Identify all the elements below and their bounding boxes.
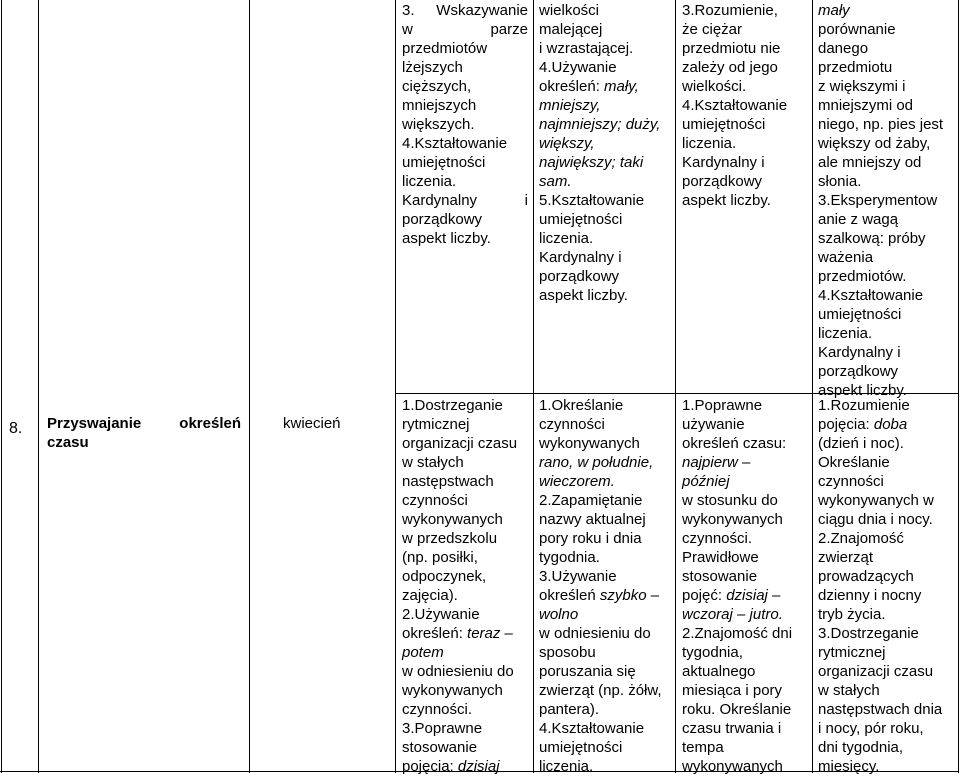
bottom-col2: 1.Określanie czynności wykonywanych rano, w południe, wieczorem. 2.Zapamiętanie nazwy aktualnej pory roku i dnia tygodnia. 3.Używanie określeń szybko – wolno w odniesieniu do sposobu poruszania się zwierząt (np. żółw, pantera). 4.Kształtowanie umiejętności liczenia. (539, 396, 671, 776)
text-line: 3. Wskazywanie (402, 2, 528, 19)
column-divider (38, 0, 39, 773)
column-divider (675, 0, 676, 773)
italic-word: mały (818, 2, 850, 19)
text-line: Kardynalny i (402, 192, 528, 209)
column-divider (533, 0, 534, 773)
topic-cell: Przyswajanie określeń czasu (47, 415, 241, 451)
table-border-left (1, 0, 2, 773)
row-number: 8. (9, 420, 23, 437)
table-border-right (958, 0, 959, 773)
top-col1: 3. Wskazywanie w parze przedmiotów lżejszych cięższych, mniejszych większych. 4.Kształtowanie umiejętności liczenia. Kardynalny i porządkowy aspekt liczby. (402, 2, 528, 247)
month-cell: kwiecień (283, 415, 341, 432)
text-line: w parze (402, 21, 528, 38)
top-col3: 3.Rozumienie, że ciężar przedmiotu nie zależy od jego wielkości. 4.Kształtowanie umiejętności liczenia. Kardynalny i porządkowy aspekt liczby. (682, 2, 788, 209)
column-divider (812, 0, 813, 773)
column-divider (395, 0, 396, 773)
column-divider (249, 0, 250, 773)
mixed-line (539, 77, 671, 96)
bottom-col1: 1.Dostrzeganie rytmicznej organizacji czasu w stałych następstwach czynności wykonywanych w przedszkolu (np. posiłki, odpoczynek, zajęcia). 2.Używanie określeń: teraz – potem w odniesieniu do wykonywanych czynności. 3.Poprawne stosowanie pojęcia: dzisiaj (402, 396, 530, 776)
mixed-line: pojęcia: doba (818, 416, 908, 433)
topic-line (47, 414, 241, 433)
mixed-line: określeń: teraz – (402, 625, 513, 642)
bottom-col4: 1.Rozumienie pojęcia: doba (dzień i noc). Określanie czynności wykonywanych w ciągu dnia i nocy. 2.Znajomość zwierząt prowadzących dzienny i nocny tryb życia. 3.Dostrzeganie rytmicznej organizacji czasu w stałych następstwach dnia i nocy, pór roku, dni tygodnia, miesięcy. (818, 396, 956, 776)
mixed-line: pojęcia: dzisiaj (402, 758, 500, 775)
bottom-col3: 1.Poprawne używanie określeń czasu: najpierw – później w stosunku do wykonywanych czynności. Prawidłowe stosowanie pojęć: dzisiaj – wczoraj – jutro. 2.Znajomość dni tygodnia, aktualnego miesiąca i pory roku. Określanie czasu trwania i tempa wykonywanych (682, 396, 810, 776)
mixed-line: pojęć: dzisiaj – (682, 587, 781, 604)
top-col4: mały porównanie danego przedmiotu z większymi i mniejszymi od niego, np. pies jest większy od żaby, ale mniejszy od słonia. 3.Eksperymentow anie z wagą szalkową: próby ważenia przedmiotów. 4.Kształtowanie umiejętności liczenia. Kardynalny i porządkowy aspekt liczby. (818, 1, 956, 400)
italic-part: mały, (604, 78, 639, 95)
top-col2: wielkości malejącej i wzrastającej. 4.Używanie określeń: mały, mniejszy, najmniejszy; duży, większy, największy; taki sam. 5.Kształtowanie umiejętności liczenia. Kardynalny i porządkowy aspekt liczby. (539, 1, 671, 305)
mixed-line: określeń szybko – (539, 587, 660, 604)
topic-word-1: Przyswajanie (47, 415, 142, 432)
plain-part: określeń: (539, 78, 600, 95)
topic-word-2: określeń (179, 415, 241, 432)
